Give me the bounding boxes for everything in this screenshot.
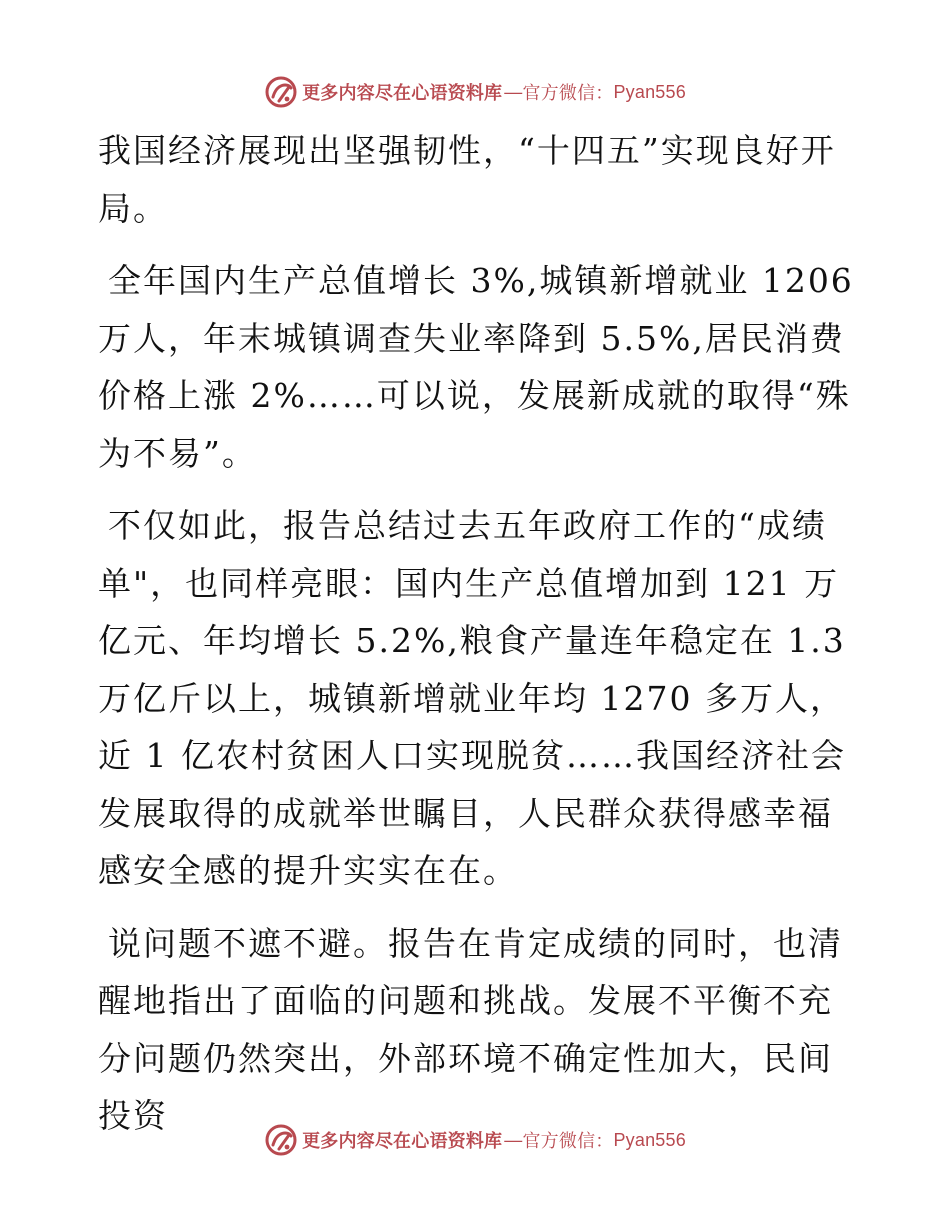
page-footer-watermark <box>0 1120 950 1160</box>
document-body <box>98 122 856 1160</box>
page-header-watermark <box>0 72 950 112</box>
brand-logo-icon <box>264 1123 298 1157</box>
paragraph-3: 不仅如此，报告总结过去五年政府工作的“成绩单"，也同样亮眼：国内生产总值增加到 121 万亿元、年均增长 5.2%,粮食产量连年稳定在 1.3 万亿斤以上，城镇新增就业年均 1270 多万人，近 1 亿农村贫困人口实现脱贫……我国经济社会发展取得的成就举世瞩目，人民群众获得感幸福感安全感的提升实实在在。 <box>98 506 846 890</box>
header-wechat-label: 官方微信： <box>522 83 614 103</box>
header-separator: — <box>504 81 523 102</box>
footer-separator: — <box>504 1129 523 1150</box>
brand-logo-icon <box>264 75 298 109</box>
footer-wechat-id: Pyan556 <box>613 1129 686 1150</box>
paragraph-1: 我国经济展现出坚强韧性，“十四五”实现良好开局。 <box>98 131 836 228</box>
header-wechat-id: Pyan556 <box>613 81 686 102</box>
header-brand-text: 更多内容尽在心语资料库 <box>302 83 503 103</box>
footer-wechat-label: 官方微信： <box>522 1131 614 1151</box>
paragraph-4: 说问题不遮不避。报告在肯定成绩的同时，也清醒地指出了面临的问题和挑战。发展不平衡不充分问题仍然突出，外部环境不确定性加大，民间投资 <box>98 923 843 1135</box>
paragraph-2: 全年国内生产总值增长 3%,城镇新增就业 1206 万人，年末城镇调查失业率降到 5.5%,居民消费价格上涨 2%……可以说，发展新成就的取得“殊为不易”。 <box>98 261 854 473</box>
footer-brand-text: 更多内容尽在心语资料库 <box>302 1131 503 1151</box>
